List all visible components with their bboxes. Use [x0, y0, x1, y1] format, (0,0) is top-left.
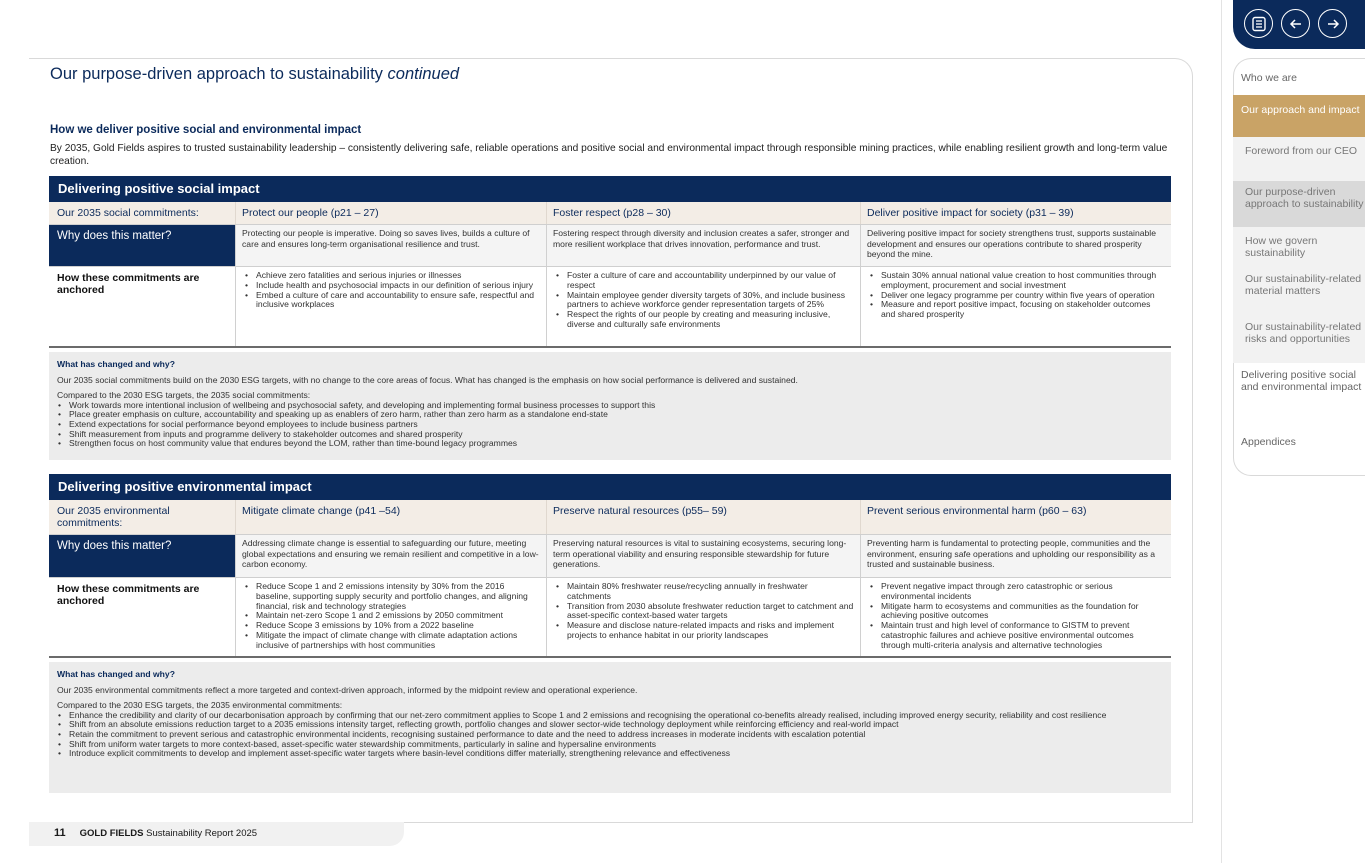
footer-brand: GOLD FIELDS [79, 828, 144, 839]
page-title: Our purpose-driven approach to sustainability continued [50, 65, 460, 83]
list-item: • Mitigate the impact of climate change with climate adaptation actions inclusive of partnerships with host communities [242, 631, 540, 651]
environmental-impact-section [49, 474, 1171, 793]
list-item: • Introduce explicit commitments to develop and implement asset-specific water targets where basin-level conditions differ materially, strengthening relevance and effectiveness [57, 749, 1163, 759]
list-item: • Maintain employee gender diversity targets of 30%, and include business partners to achieve workforce gender representation targets of 25% [553, 291, 854, 311]
what-changed-text: Our 2035 environmental commitments reflect a more targeted and context-driven approach, informed by the midpoint review and operational experience. [57, 684, 638, 695]
list-item: • Shift from an absolute emissions reduction target to a 2035 emissions intensity target, reflecting growth, portfolio changes and slower sector-wide technology deployment while reinforcing efficiency and real-world impact [57, 720, 1163, 730]
sidebar-item-material-matters[interactable]: Our sustainability-related material matters [1245, 273, 1362, 297]
why-cell: Preserving natural resources is vital to sustaining ecosystems, securing long-term operational viability and ensuring responsible stewardship for future generations. [546, 535, 860, 577]
page-footer [29, 822, 404, 846]
anchored-cell [860, 578, 1171, 656]
sidebar-item-appendices[interactable]: Appendices [1241, 436, 1296, 448]
sidebar-item-purpose-driven[interactable]: Our purpose-driven approach to sustainability [1233, 181, 1365, 227]
list-item: • Prevent negative impact through zero catastrophic or serious environmental incidents [867, 582, 1165, 602]
sidebar-item-our-approach[interactable]: Our approach and impact [1233, 95, 1365, 137]
what-changed-text: Compared to the 2030 ESG targets, the 2035 social commitments: [57, 390, 311, 401]
why-label: Why does this matter? [49, 225, 235, 266]
sidebar-divider [1221, 0, 1222, 863]
arrow-left-icon[interactable] [1281, 9, 1310, 38]
social-why-row [49, 225, 1171, 267]
env-header-row [49, 500, 1171, 535]
list-item: • Deliver one legacy programme per country within five years of operation [867, 291, 1165, 301]
anchored-label: How these commitments are anchored [57, 583, 200, 607]
why-label: Why does this matter? [49, 535, 235, 577]
list-item: • Enhance the credibility and clarity of our decarbonisation approach by confirming that our net-zero commitment applies to Scope 1 and 2 emissions and recognising the operational co-benefits already realised, including improved energy security, reliability and cost resilience [57, 711, 1163, 721]
sidebar-item-risks-opportunities[interactable]: Our sustainability-related risks and opportunities [1245, 321, 1362, 345]
anchored-cell [235, 578, 546, 656]
env-col-climate: Mitigate climate change (p41 –54) [235, 500, 546, 534]
why-cell: Protecting our people is imperative. Doing so saves lives, builds a culture of care and ensures long-term organisational resilience and trust. [235, 225, 546, 266]
env-section-title: Delivering positive environmental impact [49, 474, 1171, 500]
anchored-cell [546, 578, 860, 656]
list-item: • Transition from 2030 absolute freshwater reduction target to catchment and asset-specific context-based water targets [553, 602, 854, 622]
env-anchored-row [49, 578, 1171, 658]
nav-button-bar [1233, 0, 1365, 49]
list-item: • Maintain trust and high level of conformance to GISTM to prevent catastrophic failures and achieve positive environmental outcomes through multi-criteria analysis and alternative technologies [867, 621, 1165, 650]
list-item: • Shift measurement from inputs and programme delivery to stakeholder outcomes and shared prosperity [57, 430, 1163, 440]
social-commitments-label: Our 2035 social commitments: [57, 207, 199, 219]
social-anchored-row [49, 267, 1171, 348]
list-item: • Include health and psychosocial impacts in our definition of serious injury [242, 281, 540, 291]
contents-icon-glyph [1251, 16, 1267, 32]
list-item: • Maintain 80% freshwater reuse/recycling annually in freshwater catchments [553, 582, 854, 602]
env-what-changed-box [49, 662, 1171, 793]
why-cell: Addressing climate change is essential to safeguarding our future, meeting global expectations and ensuring we remain resilient and competitive in a low-carbon economy. [235, 535, 546, 577]
list-item: • Reduce Scope 3 emissions by 10% from a 2022 baseline [242, 621, 540, 631]
social-col-foster-respect: Foster respect (p28 – 30) [546, 202, 860, 224]
sidebar-item-who-we-are[interactable]: Who we are [1241, 72, 1298, 84]
env-col-prevent-harm: Prevent serious environmental harm (p60 – 63) [860, 500, 1171, 534]
social-impact-section [49, 176, 1171, 460]
why-cell: Fostering respect through diversity and inclusion creates a safer, stronger and more resilient workplace that drives innovation, performance and trust. [546, 225, 860, 266]
why-cell: Preventing harm is fundamental to protecting people, communities and the environment, ensuring safe operations and upholding our responsibility as a trusted and sustainable business. [860, 535, 1171, 577]
social-col-positive-impact: Deliver positive impact for society (p31 – 39) [860, 202, 1171, 224]
anchored-cell [860, 267, 1171, 346]
intro-paragraph: By 2035, Gold Fields aspires to trusted sustainability leadership – consistently delivering safe, reliable operations and positive social and environmental impact through responsible mining practices, while enabling resilient growth and long-term value creation. [50, 143, 1168, 167]
list-item: • Maintain net-zero Scope 1 and 2 emissions by 2050 commitment [242, 611, 540, 621]
what-changed-text: Our 2035 social commitments build on the 2030 ESG targets, with no change to the core areas of focus. What has changed is the emphasis on how social performance is delivered and sustained. [57, 374, 798, 385]
list-item: • Shift from uniform water targets to more context-based, asset-specific water stewardship commitments, particularly in saline and hypersaline environments [57, 740, 1163, 750]
social-col-protect-people: Protect our people (p21 – 27) [235, 202, 546, 224]
social-header-row [49, 202, 1171, 225]
contents-icon[interactable] [1244, 9, 1273, 38]
sidebar-item-foreword[interactable]: Foreword from our CEO [1245, 145, 1358, 157]
section-subheading: How we deliver positive social and environmental impact [50, 124, 362, 136]
env-col-natural-resources: Preserve natural resources (p55– 59) [546, 500, 860, 534]
arrow-right-glyph [1325, 16, 1341, 32]
anchored-cell [546, 267, 860, 346]
list-item: • Retain the commitment to prevent serious and catastrophic environmental incidents, recognising sustained performance to date and the need to address increases in moderate incidents with escalation potential [57, 730, 1163, 740]
list-item: • Embed a culture of care and accountability to ensure safe, respectful and inclusive workplaces [242, 291, 540, 311]
sidebar-item-how-we-govern[interactable]: How we govern sustainability [1245, 235, 1318, 259]
list-item: • Respect the rights of our people by creating and measuring inclusive, diverse and culturally safe environments [553, 310, 854, 330]
list-item: • Measure and report positive impact, focusing on stakeholder outcomes and shared prosperity [867, 300, 1165, 320]
list-item: • Mitigate harm to ecosystems and communities as the foundation for achieving positive outcomes [867, 602, 1165, 622]
anchored-cell [235, 267, 546, 346]
list-item: • Reduce Scope 1 and 2 emissions intensity by 30% from the 2016 baseline, supporting supply security and portfolio changes, and aligning financial, risk and technology strategies [242, 582, 540, 611]
list-item: • Sustain 30% annual national value creation to host communities through employment, procurement and social investment [867, 271, 1165, 291]
social-section-title: Delivering positive social impact [49, 176, 1171, 202]
sidebar-item-delivering-impact[interactable]: Delivering positive social and environmental impact [1241, 369, 1362, 393]
arrow-left-glyph [1288, 16, 1304, 32]
env-why-row [49, 535, 1171, 578]
list-item: • Achieve zero fatalities and serious injuries or illnesses [242, 271, 540, 281]
arrow-right-icon[interactable] [1318, 9, 1347, 38]
list-item: • Strengthen focus on host community value that endures beyond the LOM, rather than time-bound legacy programmes [57, 439, 1163, 449]
list-item: • Measure and disclose nature-related impacts and risks and implement projects to enhance habitat in our priority landscapes [553, 621, 854, 641]
what-changed-text: Compared to the 2030 ESG targets, the 2035 environmental commitments: [57, 700, 343, 711]
why-cell: Delivering positive impact for society strengthens trust, supports sustainable development and ensures our operations contribute to shared prosperity beyond the mine. [860, 225, 1171, 266]
env-commitments-label: Our 2035 environmental commitments: [57, 505, 170, 529]
list-item: • Foster a culture of care and accountability underpinned by our value of respect [553, 271, 854, 291]
list-item: • Extend expectations for social performance beyond employees to include business partners [57, 420, 1163, 430]
page-number: 11 [54, 827, 66, 839]
social-what-changed-box [49, 352, 1171, 460]
list-item: • Place greater emphasis on culture, accountability and speaking up as enablers of zero harm, rather than zero harm as a standalone end-state [57, 410, 1163, 420]
what-changed-title: What has changed and why? [57, 669, 175, 679]
list-item: • Work towards more intentional inclusion of wellbeing and psychosocial safety, and developing and implementing formal business processes to support this [57, 401, 1163, 411]
footer-report-name: Sustainability Report 2025 [143, 828, 258, 839]
anchored-label: How these commitments are anchored [57, 272, 200, 296]
what-changed-title: What has changed and why? [57, 359, 175, 369]
